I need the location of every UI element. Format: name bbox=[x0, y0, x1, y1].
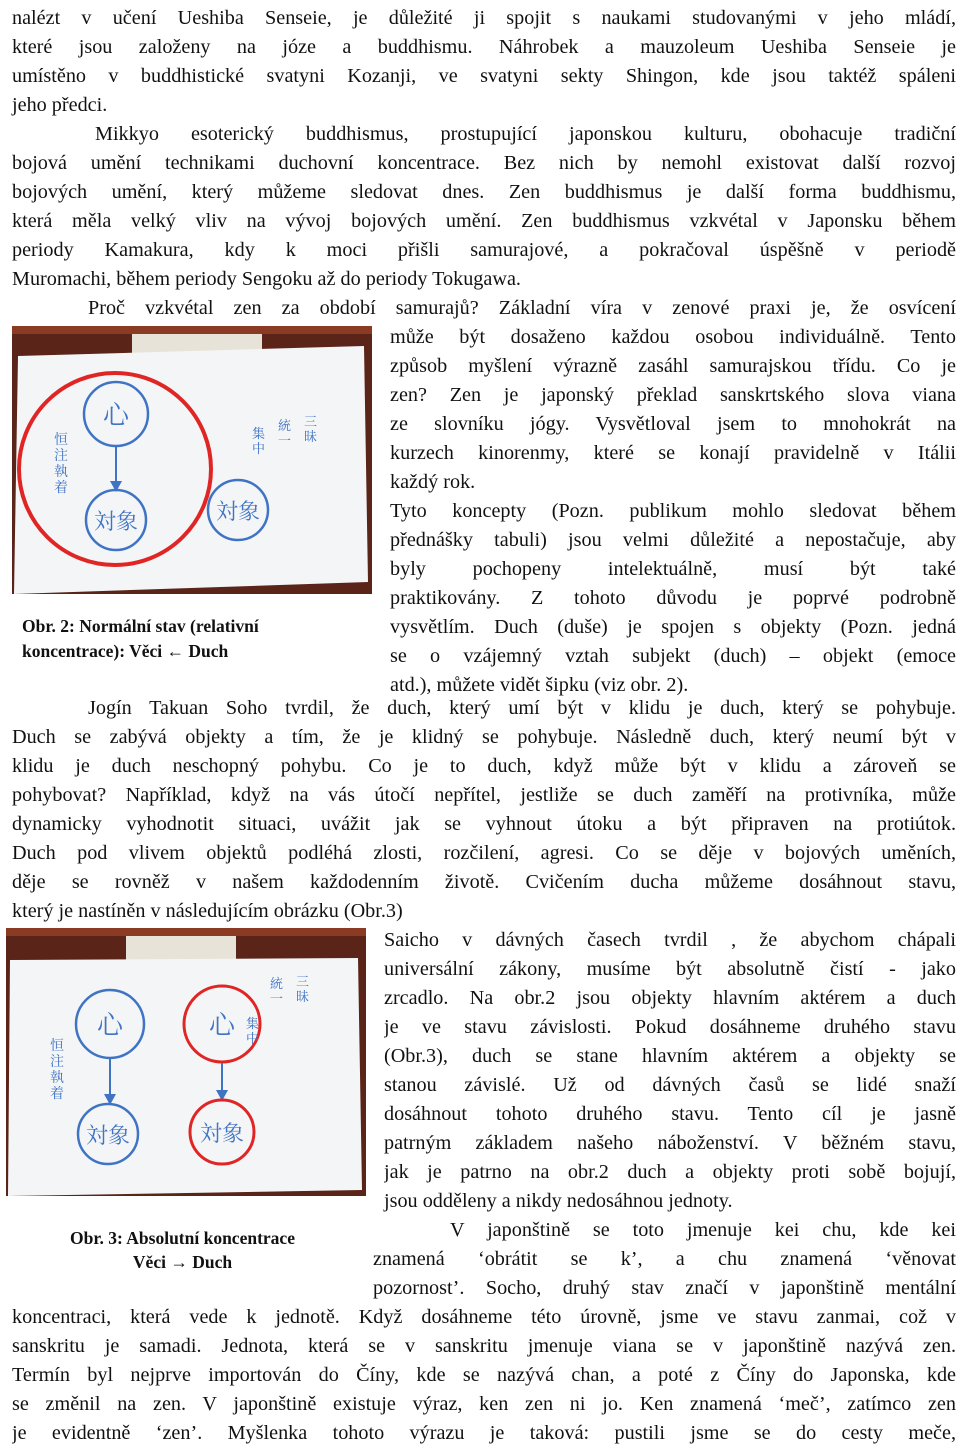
glyph: 三 bbox=[296, 975, 310, 990]
text-line: se o vzájemný vztah subjekt (duch) – objekt (emoce bbox=[390, 645, 956, 667]
text-line: Duch pod vlivem objektů podléhá zlosti, rozčilení, agresi. Co se děje v bojových uměních, bbox=[12, 842, 956, 864]
text-line: způsob myšlení výrazně zasáhl samurajskou třídu. Co je bbox=[390, 355, 956, 377]
glyph-taisho: 対象 bbox=[93, 510, 139, 535]
text-line: (Obr.3), duch se stane hlavním aktérem a objekty se bbox=[384, 1045, 956, 1067]
glyph: 一 bbox=[270, 992, 284, 1007]
glyph: 注 bbox=[50, 1054, 64, 1070]
glyph: 執 bbox=[50, 1070, 64, 1086]
text-line: stanou závislé. Už od dávných časů se lidé snaží bbox=[384, 1074, 956, 1096]
text-line: Proč vzkvétal zen za období samurajů? Základní víra v zenové praxi je, že osvícení bbox=[88, 297, 956, 319]
figure-2-illustration bbox=[12, 326, 372, 594]
figure-3-photo bbox=[6, 928, 366, 1196]
text-line: se změnil na zen. V japonštině existuje výraz, ken zen ni jo. Ken znamená ‘meč’, zatímco zen bbox=[12, 1393, 956, 1415]
text-line: je evidentně ‘zen’. Myšlenka tohoto výrazu je taková: pustili jsme se do cesty meče, bbox=[12, 1422, 956, 1444]
glyph-taisho: 対象 bbox=[199, 1122, 245, 1147]
glyph: 昧 bbox=[304, 430, 318, 445]
text-line: jak je patrno na obr.2 duch a objekty proti sobě bojují, bbox=[384, 1161, 956, 1183]
text-line: zen? Zen je japonský překlad sanskrtského slova viana bbox=[390, 384, 956, 406]
glyph: 恒 bbox=[54, 432, 68, 448]
glyph: 集 bbox=[252, 427, 266, 442]
text-line: Muromachi, během periody Sengoku až do periody Tokugawa. bbox=[12, 268, 521, 290]
glyph: 昧 bbox=[296, 990, 310, 1005]
text-line: jeho předci. bbox=[12, 94, 108, 116]
text-line: jsou odděleny a nikdy nedosáhnou jednoty. bbox=[384, 1190, 733, 1212]
glyph: 統 bbox=[278, 419, 292, 434]
figure-2-photo bbox=[12, 326, 372, 594]
text-line: Jogín Takuan Soho tvrdil, že duch, který umí být v klidu je duch, který se pohybuje. bbox=[88, 697, 956, 719]
text-line: bojová umění technikami duchovní koncentrace. Bez nich by nemohl existovat další rozvoj bbox=[12, 152, 956, 174]
glyph: 着 bbox=[50, 1086, 64, 1102]
text-line: která měla velký vliv na vývoj bojových umění. Zen buddhismus vzkvétal v Japonsku během bbox=[12, 210, 956, 232]
glyph-kokoro: 心 bbox=[96, 1011, 124, 1041]
glyph-kokoro: 心 bbox=[102, 401, 130, 431]
glyph-taisho: 対象 bbox=[215, 500, 261, 525]
text-line: Tyto koncepty (Pozn. publikum mohlo sledovat během bbox=[390, 500, 956, 522]
text-line: je ve stavu závislosti. Pokud dosáhneme druhého stavu bbox=[384, 1016, 956, 1038]
glyph-taisho: 対象 bbox=[85, 1124, 131, 1149]
text-line: zrcadlo. Na obr.2 jsou objekty hlavním aktérem a duch bbox=[384, 987, 956, 1009]
text-line: byly pochopeny intelektuálně, musí být také bbox=[390, 558, 956, 580]
text-line: Mikkyo esoterický buddhismus, prostupující japonskou kulturu, obohacuje tradiční bbox=[95, 123, 956, 145]
text-line: vysvětlím. Duch (duše) je spojen s objekty (Pozn. jedná bbox=[390, 616, 956, 638]
text-line: každý rok. bbox=[390, 471, 476, 493]
text-line: dynamicky vyhodnotit situaci, uvážit jak se vyhnout útoku a být připraven na protiútok. bbox=[12, 813, 956, 835]
text-line: universální zákony, musíme být absolutně čistí - jako bbox=[384, 958, 956, 980]
text-line: pozornost’. Socho, druhý stav značí v japonštině mentální bbox=[373, 1277, 956, 1299]
text-line: nalézt v učení Ueshiba Senseie, je důležité ji spojit s naukami studovanými v jeho mládí, bbox=[12, 7, 956, 29]
text-line: periody Kamakura, kdy k moci přišli samurajové, a pokračoval úspěšně v periodě bbox=[12, 239, 956, 261]
text-line: Duch se zabývá objekty a tím, že je klidný se pohybuje. Následně duch, který neumí být v bbox=[12, 726, 956, 748]
text-line: děje se rovněž v našem každodenním životě. Cvičením ducha můžeme dosáhnout stavu, bbox=[12, 871, 956, 893]
text-line: které jsou založeny na józe a buddhismu. Náhrobek a mauzoleum Ueshiba Senseie je bbox=[12, 36, 956, 58]
text-line: znamená ‘obrátit se k’, a chu znamená ‘věnovat bbox=[373, 1248, 956, 1270]
text-line: patrným základem našeho náboženství. V běžném stavu, bbox=[384, 1132, 956, 1154]
glyph: 注 bbox=[54, 448, 68, 464]
text-line: pohybovat? Například, když na vás útočí nepřítel, jestliže se duch zaměří na protivníka, může bbox=[12, 784, 956, 806]
text-line: praktikovány. Z tohoto důvodu je poprvé podrobně bbox=[390, 587, 956, 609]
text-line: může být dosaženo každou osobou individuálně. Tento bbox=[390, 326, 956, 348]
figure-2-caption: koncentrace): Věci ← Duch bbox=[22, 641, 229, 661]
text-line: klidu je duch neschopný pohybu. Co je to duch, když může být v klidu a zároveň se bbox=[12, 755, 956, 777]
text-line: ze slovníku jógy. Vysvětloval jsem to mnohokrát na bbox=[390, 413, 956, 435]
glyph: 執 bbox=[54, 464, 68, 480]
figure-2-caption: Obr. 2: Normální stav (relativní bbox=[22, 616, 259, 636]
text-line: umístěno v buddhistické svatyni Kozanji, ve svatyni sekty Shingon, kde jsou taktéž spáleni bbox=[12, 65, 956, 87]
text-line: koncentraci, která vede k jednotě. Když dosáhneme této úrovně, jsme ve stavu zanmai, což v bbox=[12, 1306, 956, 1328]
text-line: Saicho v dávných časech tvrdil , že abychom chápali bbox=[384, 929, 956, 951]
glyph: 統 bbox=[270, 977, 284, 992]
glyph-kokoro: 心 bbox=[208, 1011, 236, 1041]
text-line: Termín byl nejprve importován do Číny, kde se nazývá chan, a poté z Číny do Japonska, kde bbox=[12, 1364, 956, 1386]
glyph: 中 bbox=[246, 1032, 260, 1047]
glyph: 着 bbox=[54, 480, 68, 496]
glyph: 中 bbox=[252, 442, 266, 457]
glyph: 三 bbox=[304, 415, 318, 430]
text-line: atd.), můžete vidět šipku (viz obr. 2). bbox=[390, 674, 689, 696]
glyph: 集 bbox=[246, 1017, 260, 1032]
text-line: kurzech kinorenmy, které se konají pravidelně v Itálii bbox=[390, 442, 956, 464]
text-line: který je nastíněn v následujícím obrázku (Obr.3) bbox=[12, 900, 403, 922]
figure-3-caption: Obr. 3: Absolutní koncentrace bbox=[70, 1228, 295, 1248]
figure-3-caption: Věci → Duch bbox=[132, 1252, 233, 1272]
glyph: 一 bbox=[278, 434, 292, 449]
text-line: V japonštině se toto jmenuje kei chu, kde kei bbox=[450, 1219, 956, 1241]
glyph: 恒 bbox=[50, 1038, 64, 1054]
figure-3-illustration bbox=[6, 928, 366, 1196]
text-line: bojových umění, který můžeme sledovat dnes. Zen buddhismus je další forma buddhismu, bbox=[12, 181, 956, 203]
text-line: přednášky tabuli) jsou velmi důležité a nepostačuje, aby bbox=[390, 529, 956, 551]
text-line: sanskritu je samadi. Jednota, která se v sanskritu jmenuje viana se v japonštině nazývá zen. bbox=[12, 1335, 956, 1357]
text-line: dosáhnout tohoto druhého stavu. Tento cíl je jasně bbox=[384, 1103, 956, 1125]
